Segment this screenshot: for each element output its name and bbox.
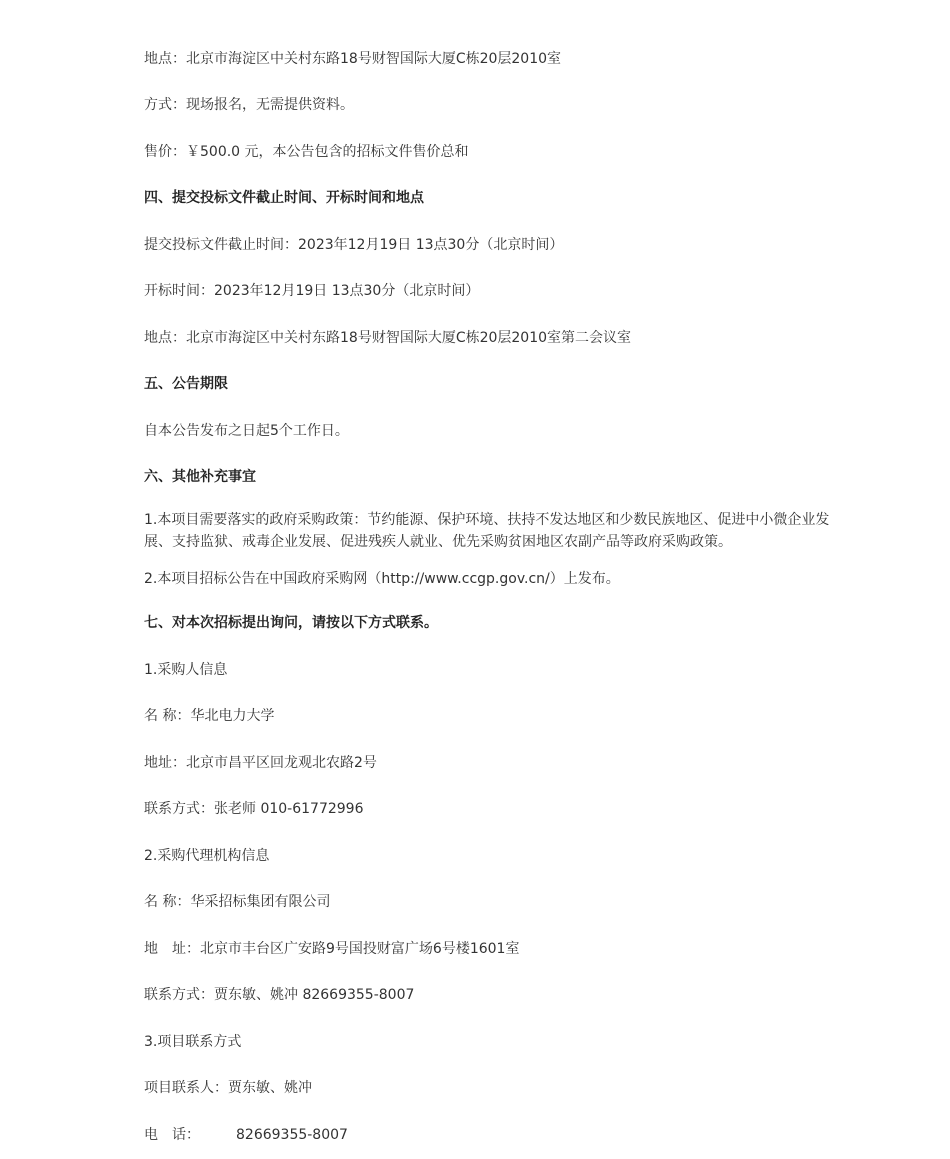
- section-4-heading: 四、提交投标文件截止时间、开标时间和地点: [144, 190, 424, 206]
- project-contact-title: 3.项目联系方式: [144, 1034, 242, 1050]
- agency-contact: 联系方式：贾东敏、姚冲 82669355-8007: [144, 987, 415, 1003]
- bid-opening-location: 地点：北京市海淀区中关村东路18号财智国际大厦C栋20层2010室第二会议室: [144, 330, 632, 346]
- purchaser-contact: 联系方式：张老师 010-61772996: [144, 801, 364, 817]
- registration-method: 方式：现场报名，无需提供资料。: [144, 97, 354, 113]
- purchaser-address: 地址：北京市昌平区回龙观北农路2号: [144, 755, 377, 771]
- section-6-heading: 六、其他补充事宜: [144, 469, 256, 485]
- agency-name: 名 称：华采招标集团有限公司: [144, 894, 331, 910]
- bid-opening-time: 开标时间：2023年12月19日 13点30分（北京时间）: [144, 283, 480, 299]
- agency-address: 地 址：北京市丰台区广安路9号国投财富广场6号楼1601室: [144, 941, 520, 957]
- sale-location: 地点：北京市海淀区中关村东路18号财智国际大厦C栋20层2010室: [144, 51, 562, 67]
- publication-notice: 2.本项目招标公告在中国政府采购网（http://www.ccgp.gov.cn/）上发布。: [144, 571, 620, 587]
- phone-value: 82669355-8007: [236, 1127, 348, 1143]
- document-price: 售价：￥500.0 元，本公告包含的招标文件售价总和: [144, 144, 469, 160]
- section-7-heading: 七、对本次招标提出询问，请按以下方式联系。: [144, 615, 438, 631]
- project-phone: [144, 1124, 348, 1146]
- purchaser-name: 名 称：华北电力大学: [144, 708, 275, 724]
- project-contact-person: 项目联系人：贾东敏、姚冲: [144, 1080, 312, 1096]
- procurement-policy: 1.本项目需要落实的政府采购政策：节约能源、保护环境、扶持不发达地区和少数民族地区、促进中小微企业发展、支持监狱、戒毒企业发展、促进残疾人就业、优先采购贫困地区农副产品等政府采购政策。: [144, 512, 830, 550]
- section-5-heading: 五、公告期限: [144, 376, 228, 392]
- purchaser-info-title: 1.采购人信息: [144, 662, 228, 678]
- agency-info-title: 2.采购代理机构信息: [144, 848, 270, 864]
- announcement-period: 自本公告发布之日起5个工作日。: [144, 423, 349, 439]
- bid-deadline: 提交投标文件截止时间：2023年12月19日 13点30分（北京时间）: [144, 237, 564, 253]
- phone-label: 电 话：: [144, 1127, 200, 1143]
